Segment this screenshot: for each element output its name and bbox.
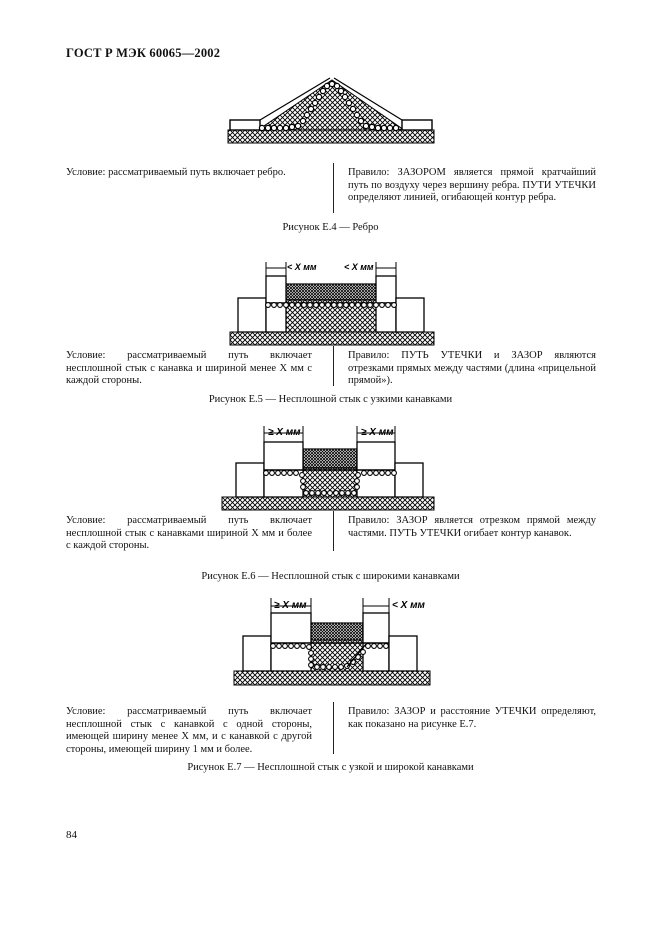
fig-e7-dim-right: < X мм: [392, 600, 425, 611]
fig-e5-rule: Правило: ПУТЬ УТЕЧКИ и ЗАЗОР являются отрезками прямых между частями (длина «прицельной прямой»).: [348, 350, 596, 386]
fig-e7-dim-left: ≥ X мм: [274, 600, 307, 611]
fig-e6-condition: Условие: рассматриваемый путь включает несплошной стык с канавками шириной X мм и более с каждой стороны.: [66, 515, 312, 551]
fig-e5-dim-right: < X мм: [344, 262, 374, 272]
page-number: 84: [66, 829, 77, 841]
figure-e4-drawing: [228, 78, 434, 143]
fig-e7-divider: [333, 702, 334, 754]
figure-e6-drawing: [222, 426, 434, 510]
fig-e6-divider: [333, 511, 334, 551]
fig-e5-dim-left: < X мм: [287, 262, 317, 272]
fig-e4-condition: Условие: рассматриваемый путь включает ребро.: [66, 167, 286, 178]
fig-e5-divider: [333, 346, 334, 386]
fig-e5-caption: Рисунок Е.5 — Несплошной стык с узкими канавками: [208, 394, 453, 405]
fig-e6-rule: Правило: ЗАЗОР является отрезком прямой между частями. ПУТЬ УТЕЧКИ огибает контур канавок.: [348, 515, 596, 539]
fig-e4-rule: Правило: ЗАЗОРОМ является прямой кратчайший путь по воздуху через вершину ребра. ПУТИ УТЕЧКИ определяют линией, огибающей контур ребра.: [348, 167, 596, 203]
fig-e4-caption: Рисунок Е.4 — Ребро: [282, 222, 379, 233]
fig-e4-divider: [333, 163, 334, 213]
fig-e7-rule: Правило: ЗАЗОР и расстояние УТЕЧКИ определяют, как показано на рисунке Е.7.: [348, 706, 596, 730]
figure-e7-drawing: [234, 598, 430, 685]
fig-e6-caption: Рисунок Е.6 — Несплошной стык с широкими канавками: [201, 571, 460, 582]
fig-e7-caption: Рисунок Е.7 — Несплошной стык с узкой и широкой канавками: [187, 762, 474, 773]
fig-e6-dim-right: ≥ X мм: [361, 427, 394, 438]
document-header: ГОСТ Р МЭК 60065—2002: [66, 46, 221, 60]
fig-e5-condition: Условие: рассматриваемый путь включает несплошной стык с канавка и шириной менее X мм с каждой стороны.: [66, 350, 312, 386]
figure-e5-drawing: [230, 262, 434, 345]
fig-e6-dim-left: ≥ X мм: [268, 427, 301, 438]
fig-e7-condition: Условие: рассматриваемый путь включает несплошной стык с канавкой с одной стороны, имеющей ширину менее X мм, и с канавкой с другой стороны, имеющей ширину 1 мм и более.: [66, 706, 312, 755]
